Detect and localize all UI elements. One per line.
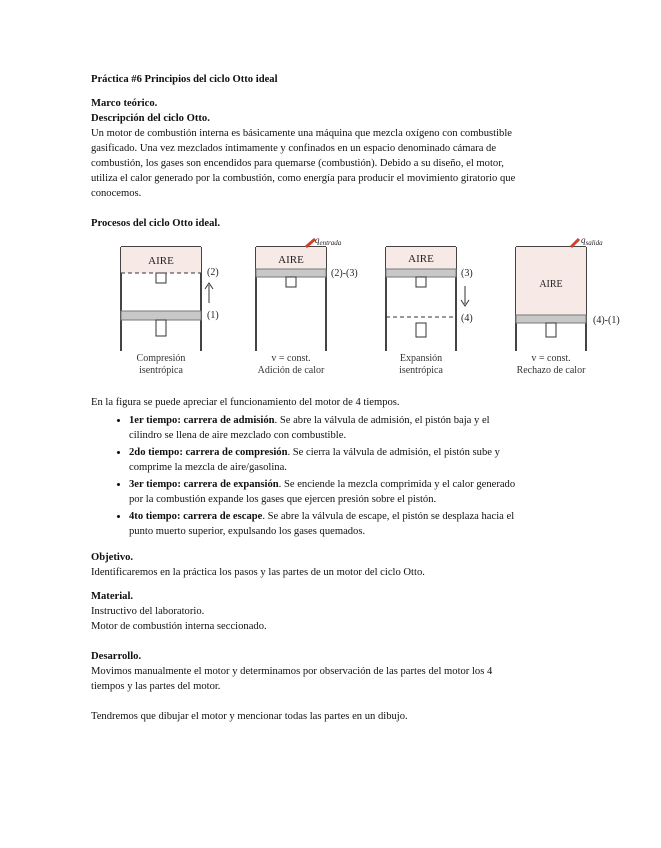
text-line: combustión, los gases son encendidos para quemarse (combustión). Debido a su diseño, el motor, — [91, 158, 504, 169]
list-item — [129, 413, 569, 443]
objetivo-text: Identificaremos en la práctica los pasos y las partes de un motor del ciclo Otto. — [91, 567, 425, 578]
state-label: (1) — [207, 310, 219, 321]
text-line: Movimos manualmente el motor y determinamos por observación de las partes del motor los 4 — [91, 666, 493, 677]
document-page — [91, 72, 620, 724]
aire-label: AIRE — [148, 255, 174, 267]
material-heading: Material. — [91, 591, 134, 602]
item-cont: cilindro se llena de aire mezclado con combustible. — [129, 430, 347, 441]
item-cont: comprime la mezcla de aire/gasolina. — [129, 462, 287, 473]
heat-in-arrow — [306, 239, 315, 247]
marco-paragraph — [91, 126, 569, 201]
list-item — [129, 509, 569, 539]
text-line: conocemos. — [91, 188, 142, 199]
otto-cycle-figure — [101, 235, 661, 381]
tiempos-list — [91, 413, 569, 539]
list-item — [129, 477, 569, 507]
objetivo-heading: Objetivo. — [91, 552, 134, 563]
material-item: Instructivo del laboratorio. — [91, 606, 205, 617]
otto-cycle-diagram — [101, 235, 641, 381]
cylinder-expansion — [386, 247, 473, 376]
item-bold: 3er tiempo: carrera de expansión — [129, 479, 279, 490]
material-item: Motor de combustión interna seccionado. — [91, 621, 267, 632]
desarrollo-heading: Desarrollo. — [91, 651, 142, 662]
item-text: . Se abre la válvula de admisión, el pistón baja y el — [274, 415, 490, 426]
q-subscript: salida — [585, 239, 603, 247]
text-line: Un motor de combustión interna es básicamente una máquina que mezcla oxígeno con combustible — [91, 128, 512, 139]
list-item — [129, 445, 569, 475]
item-bold: 2do tiempo: carrera de compresión — [129, 447, 288, 458]
caption-line: Expansión — [399, 353, 443, 364]
marco-subheading: Descripción del ciclo Otto. — [91, 113, 210, 124]
caption-line: isentrópica — [399, 365, 443, 376]
q-symbol: q — [315, 235, 320, 245]
q-symbol: q — [581, 235, 586, 245]
state-label: (4)-(1) — [593, 315, 620, 326]
figure-intro: En la figura se puede apreciar el funcionamiento del motor de 4 tiempos. — [91, 397, 400, 408]
svg-text:qsalida — [581, 235, 603, 247]
state-label: (4) — [461, 313, 473, 324]
cylinder-adicion-calor — [256, 235, 358, 376]
state-label: (3) — [461, 268, 473, 279]
aire-label: AIRE — [278, 254, 304, 266]
procesos-heading: Procesos del ciclo Otto ideal. — [91, 218, 220, 229]
text-line: gasificado. Una vez mezclados íntimamente y confinados en un espacio denominado cámara de — [91, 143, 497, 154]
item-text: . Se cierra la válvula de admisión, el pistón sube y — [287, 447, 500, 458]
state-label: (2) — [207, 267, 219, 278]
item-cont: por la combustión expande los gases que ejercen presión sobre el pistón. — [129, 494, 437, 505]
caption-line: Adición de calor — [257, 365, 325, 376]
caption-line: Compresión — [136, 353, 186, 364]
aire-label: AIRE — [539, 279, 563, 290]
q-subscript: entrada — [319, 239, 342, 247]
page-title: Práctica #6 Principios del ciclo Otto ideal — [91, 74, 278, 85]
desarrollo-closing: Tendremos que dibujar el motor y mencionar todas las partes en un dibujo. — [91, 711, 408, 722]
item-text: . Se enciende la mezcla comprimida y el calor generado — [278, 479, 516, 490]
caption-line: isentrópica — [139, 365, 183, 376]
caption-line: Rechazo de calor — [516, 365, 586, 376]
item-bold: 4to tiempo: carrera de escape — [129, 511, 263, 522]
item-cont: punto muerto superior, expulsando los gases quemados. — [129, 526, 366, 537]
caption-line: v = const. — [531, 353, 571, 364]
cylinder-rechazo-calor — [516, 235, 620, 376]
caption-line: v = const. — [271, 353, 311, 364]
marco-heading: Marco teórico. — [91, 98, 158, 109]
text-line: tiempos y las partes del motor. — [91, 681, 221, 692]
svg-text:qentrada — [315, 235, 342, 247]
text-line: utiliza el calor generado por la combustión, como energía para producir el movimiento giratorio que — [91, 173, 516, 184]
aire-label: AIRE — [408, 253, 434, 265]
cylinder-compresion — [121, 247, 219, 376]
heat-out-arrow — [571, 239, 579, 247]
item-text: . Se abre la válvula de escape, el pistón se desplaza hacia el — [262, 511, 515, 522]
item-bold: 1er tiempo: carrera de admisión — [129, 415, 275, 426]
state-label: (2)-(3) — [331, 268, 358, 279]
